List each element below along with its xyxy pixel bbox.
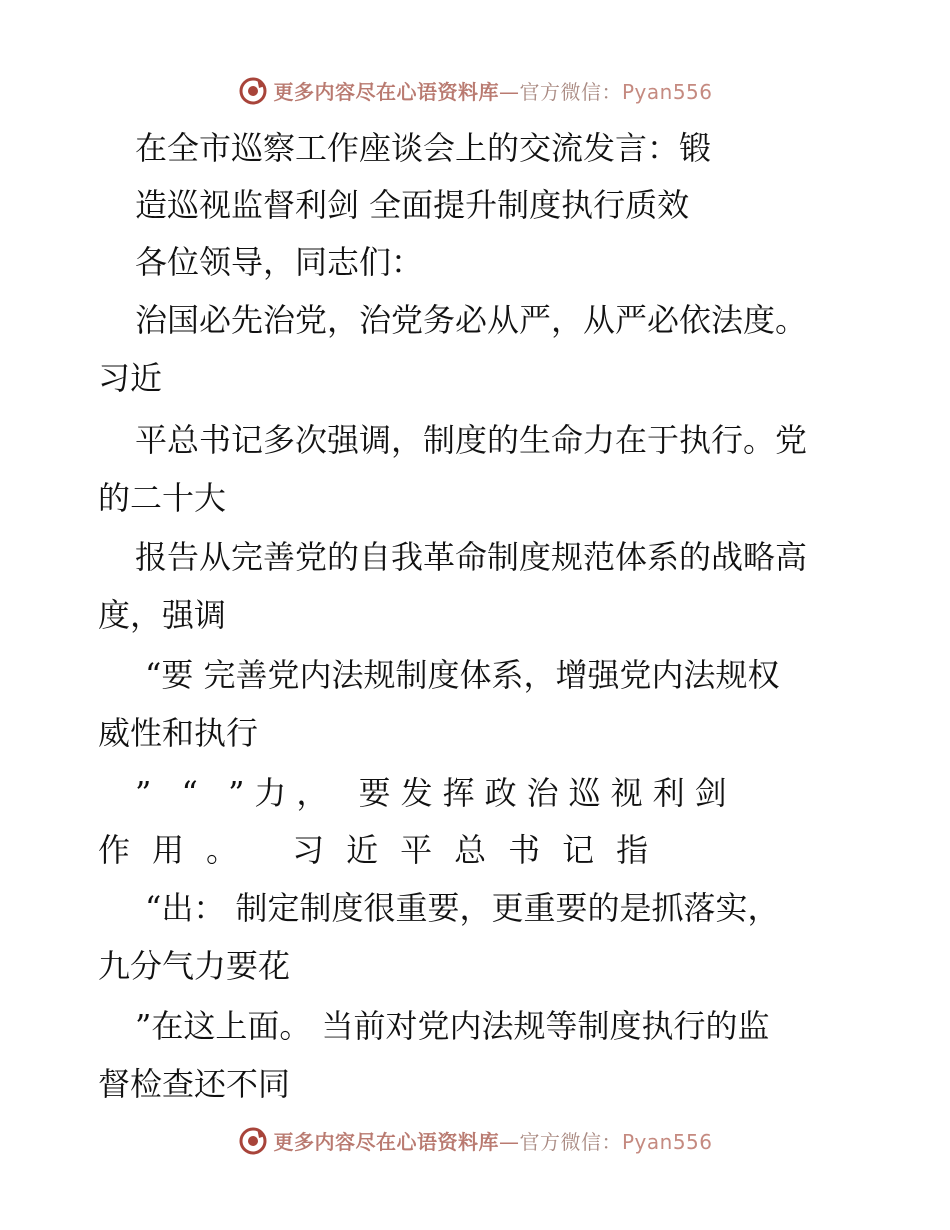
doc-line: 度，强调 bbox=[98, 596, 227, 634]
banner-official: 官方微信： bbox=[519, 79, 622, 104]
banner-brand: 更多内容尽在心语资料库 bbox=[273, 79, 499, 104]
banner-wechat-id: Pyan556 bbox=[621, 79, 713, 104]
doc-line: 习近 bbox=[98, 359, 163, 397]
header-banner bbox=[0, 72, 950, 108]
banner-wechat-id: Pyan556 bbox=[621, 1129, 713, 1154]
doc-line: 威性和执行 bbox=[98, 714, 259, 752]
doc-line: 报告从完善党的自我革命制度规范体系的战略高 bbox=[135, 538, 808, 576]
banner-official: 官方微信： bbox=[519, 1129, 622, 1154]
doc-line: ”在这上面。 当前对党内法规等制度执行的监 bbox=[135, 1007, 770, 1045]
banner-text bbox=[273, 1126, 712, 1155]
doc-salutation: 各位领导，同志们： bbox=[135, 243, 424, 281]
doc-title-line-2: 造巡视监督利剑 全面提升制度执行质效 bbox=[135, 186, 690, 224]
seal-logo-icon bbox=[237, 74, 269, 106]
doc-line: 作用。 习近平总书记指 bbox=[98, 831, 671, 869]
banner-brand: 更多内容尽在心语资料库 bbox=[273, 1129, 499, 1154]
doc-line: “要 完善党内法规制度体系，增强党内法规权 bbox=[145, 656, 780, 694]
doc-line: ” “ ”力， 要发挥政治巡视利剑 bbox=[135, 774, 737, 812]
seal-logo-icon bbox=[237, 1124, 269, 1156]
footer-banner bbox=[0, 1122, 950, 1158]
doc-line: 督检查还不同 bbox=[98, 1065, 291, 1103]
doc-line: 治国必先治党，治党务必从严，从严必依法度。 bbox=[135, 301, 808, 339]
doc-title-line-1: 在全市巡察工作座谈会上的交流发言：锻 bbox=[135, 129, 712, 167]
doc-line: “出： 制定制度很重要，更重要的是抓落实， bbox=[145, 889, 780, 927]
doc-line: 的二十大 bbox=[98, 479, 227, 517]
banner-text bbox=[273, 76, 712, 105]
doc-line: 九分气力要花 bbox=[98, 947, 291, 985]
banner-dash: — bbox=[498, 1129, 520, 1154]
banner-dash: — bbox=[498, 79, 520, 104]
doc-line: 平总书记多次强调，制度的生命力在于执行。党 bbox=[135, 421, 808, 459]
